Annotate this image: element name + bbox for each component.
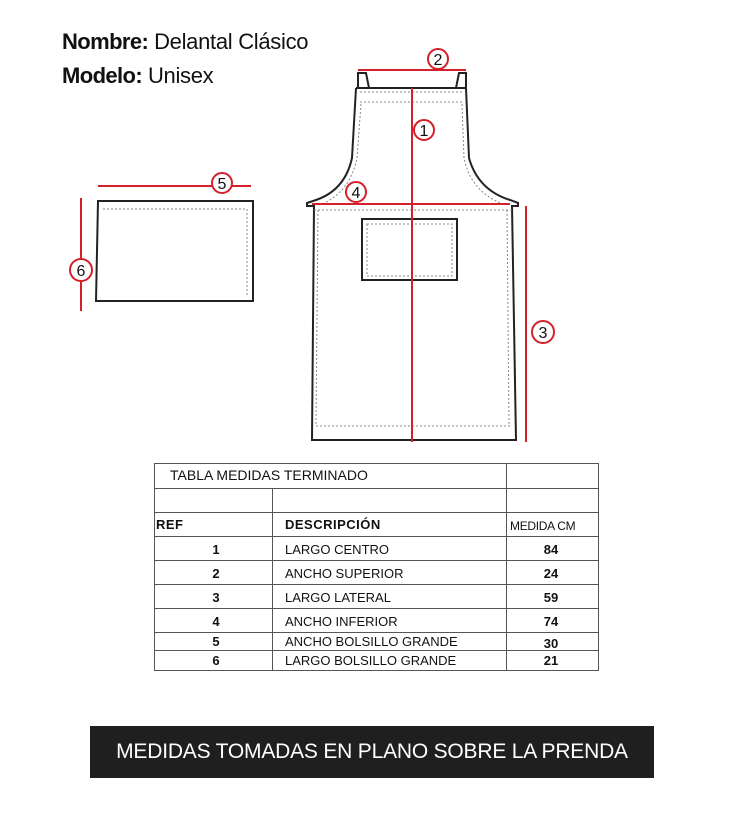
- marker-2: [428, 49, 448, 69]
- marker-3-label: 3: [538, 325, 548, 342]
- marker-2-label: 2: [433, 52, 443, 69]
- marker-5: [212, 173, 232, 193]
- table-title: TABLA MEDIDAS TERMINADO: [170, 467, 368, 483]
- marker-5-label: 5: [217, 176, 227, 193]
- row-description: ANCHO BOLSILLO GRANDE: [285, 634, 458, 649]
- model-value: Unisex: [147, 63, 214, 88]
- row-ref: 6: [212, 653, 220, 668]
- marker-4-label: 4: [351, 185, 361, 202]
- row-description: LARGO CENTRO: [285, 542, 390, 557]
- row-ref: 4: [212, 614, 220, 629]
- column-header-measure: MEDIDA CM: [510, 519, 576, 533]
- marker-3: [532, 321, 554, 343]
- column-header-ref: REF: [156, 517, 184, 532]
- marker-6-label: 6: [76, 263, 86, 280]
- row-description: ANCHO SUPERIOR: [285, 566, 404, 581]
- row-description: LARGO LATERAL: [285, 590, 391, 605]
- row-ref: 1: [212, 542, 220, 557]
- marker-6: [70, 259, 92, 281]
- footer-banner: MEDIDAS TOMADAS EN PLANO SOBRE LA PRENDA: [90, 726, 654, 778]
- row-measure: 74: [543, 614, 559, 629]
- marker-1: [414, 120, 434, 140]
- row-ref: 2: [212, 566, 220, 581]
- marker-1-label: 1: [419, 123, 429, 140]
- row-measure: 59: [543, 590, 559, 605]
- marker-4: [346, 182, 366, 202]
- row-measure: 30: [543, 636, 559, 651]
- name-value: Delantal Clásico: [154, 29, 309, 54]
- row-measure: 21: [543, 653, 559, 668]
- row-measure: 84: [543, 542, 559, 557]
- name-label: Nombre:: [62, 29, 149, 54]
- row-ref: 3: [212, 590, 220, 605]
- row-ref: 5: [212, 634, 220, 649]
- pocket-drawing: [96, 201, 253, 301]
- model-label: Modelo:: [62, 63, 143, 88]
- row-description: LARGO BOLSILLO GRANDE: [285, 653, 457, 668]
- column-header-description: DESCRIPCIÓN: [285, 517, 381, 532]
- measurements-table: [154, 463, 599, 671]
- row-measure: 24: [543, 566, 559, 581]
- row-description: ANCHO INFERIOR: [285, 614, 398, 629]
- measure-lines: [81, 70, 526, 442]
